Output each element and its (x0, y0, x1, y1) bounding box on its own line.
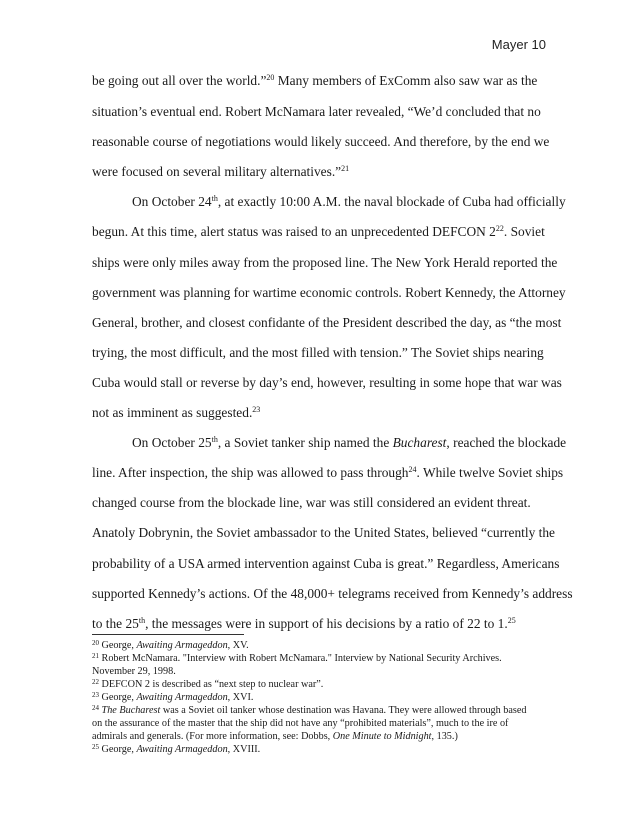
footnote-line (92, 744, 562, 756)
line-text: Anatoly Dobrynin, the Soviet ambassador to the United States, believed “currently the (92, 525, 555, 540)
line-text: , the messages were in support of his decisions by a ratio of 22 to 1. (145, 616, 508, 631)
italic-text: One Minute to Midnight (332, 731, 432, 742)
body-line (92, 255, 558, 271)
body-line (92, 224, 552, 240)
footnote-reference: 25 (507, 616, 516, 625)
line-text: begun. At this time, alert status was raised to an unprecedented DEFCON 2 (92, 224, 496, 239)
line-text: be going out all over the world.” (92, 73, 267, 88)
body-line (92, 315, 562, 331)
line-text: to the 25 (92, 616, 139, 631)
footnote-number: 25 (92, 743, 99, 751)
footnote-separator (92, 634, 244, 635)
line-text: reasonable course of negotiations would likely succeed. And therefore, by the end we (92, 134, 550, 149)
footnote-reference: 20 (266, 73, 275, 82)
body-line (92, 556, 560, 572)
footnote-text: admirals and generals. (For more information, see: Dobbs, (92, 731, 333, 742)
body-line (92, 616, 552, 632)
line-text: . Soviet (503, 224, 545, 239)
footnote-text: , XV. (227, 640, 249, 651)
footnote-text: , 135.) (431, 731, 458, 742)
line-text: supported Kennedy’s actions. Of the 48,000+ telegrams received from Kennedy’s address (92, 586, 573, 601)
footnote-number: 21 (92, 652, 99, 660)
footnote-text: DEFCON 2 is described as “next step to nuclear war”. (101, 679, 324, 690)
body-line (92, 285, 566, 301)
footnote-line (92, 653, 562, 665)
footnote-text: Robert McNamara. "Interview with Robert McNamara." Interview by National Security Archives. (101, 653, 502, 664)
footnote-number: 24 (92, 704, 99, 712)
footnote-line (92, 666, 562, 678)
footnote-line (92, 731, 562, 743)
line-text: line. After inspection, the ship was allowed to pass through (92, 465, 409, 480)
line-text: were focused on several military alternatives.” (92, 164, 342, 179)
footnote-line (92, 705, 562, 717)
italic-text: The Bucharest (101, 705, 161, 716)
line-text: government was planning for wartime economic controls. Robert Kennedy, the Attorney (92, 285, 566, 300)
footnote-reference: th (211, 435, 218, 444)
body-line (92, 375, 562, 391)
footnote-reference: 21 (341, 164, 350, 173)
body-line (92, 164, 552, 180)
footnote-number: 22 (92, 678, 99, 686)
footnote-reference: th (138, 616, 146, 625)
footnote-line (92, 692, 562, 704)
body-line (92, 345, 552, 361)
body-line (92, 104, 552, 120)
body-line (92, 495, 552, 511)
italic-text: Awaiting Armageddon (136, 744, 228, 755)
line-text: On October 25 (132, 435, 212, 450)
line-text: situation’s eventual end. Robert McNamara later revealed, “We’d concluded that no (92, 104, 541, 119)
body-line (92, 465, 564, 481)
footnote-reference: 23 (252, 405, 261, 414)
italic-text: Awaiting Armageddon (136, 640, 228, 651)
footnote-reference: 24 (408, 465, 417, 474)
body-line (92, 134, 552, 150)
line-text: probability of a USA armed intervention against Cuba is great.” Regardless, Americans (92, 556, 560, 571)
line-text: , at exactly 10:00 A.M. the naval blockade of Cuba had officially (217, 194, 566, 209)
footnote-reference: 22 (495, 224, 504, 233)
body-line (92, 586, 573, 602)
line-text: Many members of ExComm also saw war as the (274, 73, 538, 88)
footnote-text: was a Soviet oil tanker whose destination was Havana. They were allowed through based (160, 705, 527, 716)
line-text: not as imminent as suggested. (92, 405, 253, 420)
line-text: changed course from the blockade line, war was still considered an evident threat. (92, 495, 531, 510)
italic-text: Awaiting Armageddon (136, 692, 228, 703)
line-text: , a Soviet tanker ship named the (217, 435, 393, 450)
footnote-line (92, 718, 562, 730)
body-line (92, 73, 552, 89)
footnote-text: , XVIII. (227, 744, 261, 755)
footnote-reference: th (211, 194, 218, 203)
footnote-text: on the assurance of the master that the ship did not have any “prohibited materials”, much to the ire of (92, 718, 509, 729)
body-line (92, 525, 555, 541)
footnote-text: , XVI. (227, 692, 254, 703)
body-line (92, 435, 567, 451)
line-text: ships were only miles away from the proposed line. The New York Herald reported the (92, 255, 558, 270)
footnote-number: 23 (92, 691, 99, 699)
body-line (92, 405, 552, 421)
line-text: Cuba would stall or reverse by day’s end, however, resulting in some hope that war was (92, 375, 562, 390)
footnote-text: November 29, 1998. (92, 666, 176, 677)
line-text: , reached the blockade (446, 435, 567, 450)
line-text: On October 24 (132, 194, 212, 209)
footnote-number: 20 (92, 639, 99, 647)
italic-text: Bucharest (392, 435, 447, 450)
page-header: Mayer 10 (491, 37, 546, 52)
line-text: trying, the most difficult, and the most filled with tension.” The Soviet ships nearing (92, 345, 544, 360)
footnote-text: George, (101, 744, 137, 755)
footnote-line (92, 640, 562, 652)
body-line (92, 194, 566, 210)
footnote-text: George, (101, 692, 137, 703)
line-text: General, brother, and closest confidante of the President described the day, as “the most (92, 315, 562, 330)
line-text: . While twelve Soviet ships (416, 465, 564, 480)
footnote-text: George, (101, 640, 137, 651)
footnote-line (92, 679, 562, 691)
